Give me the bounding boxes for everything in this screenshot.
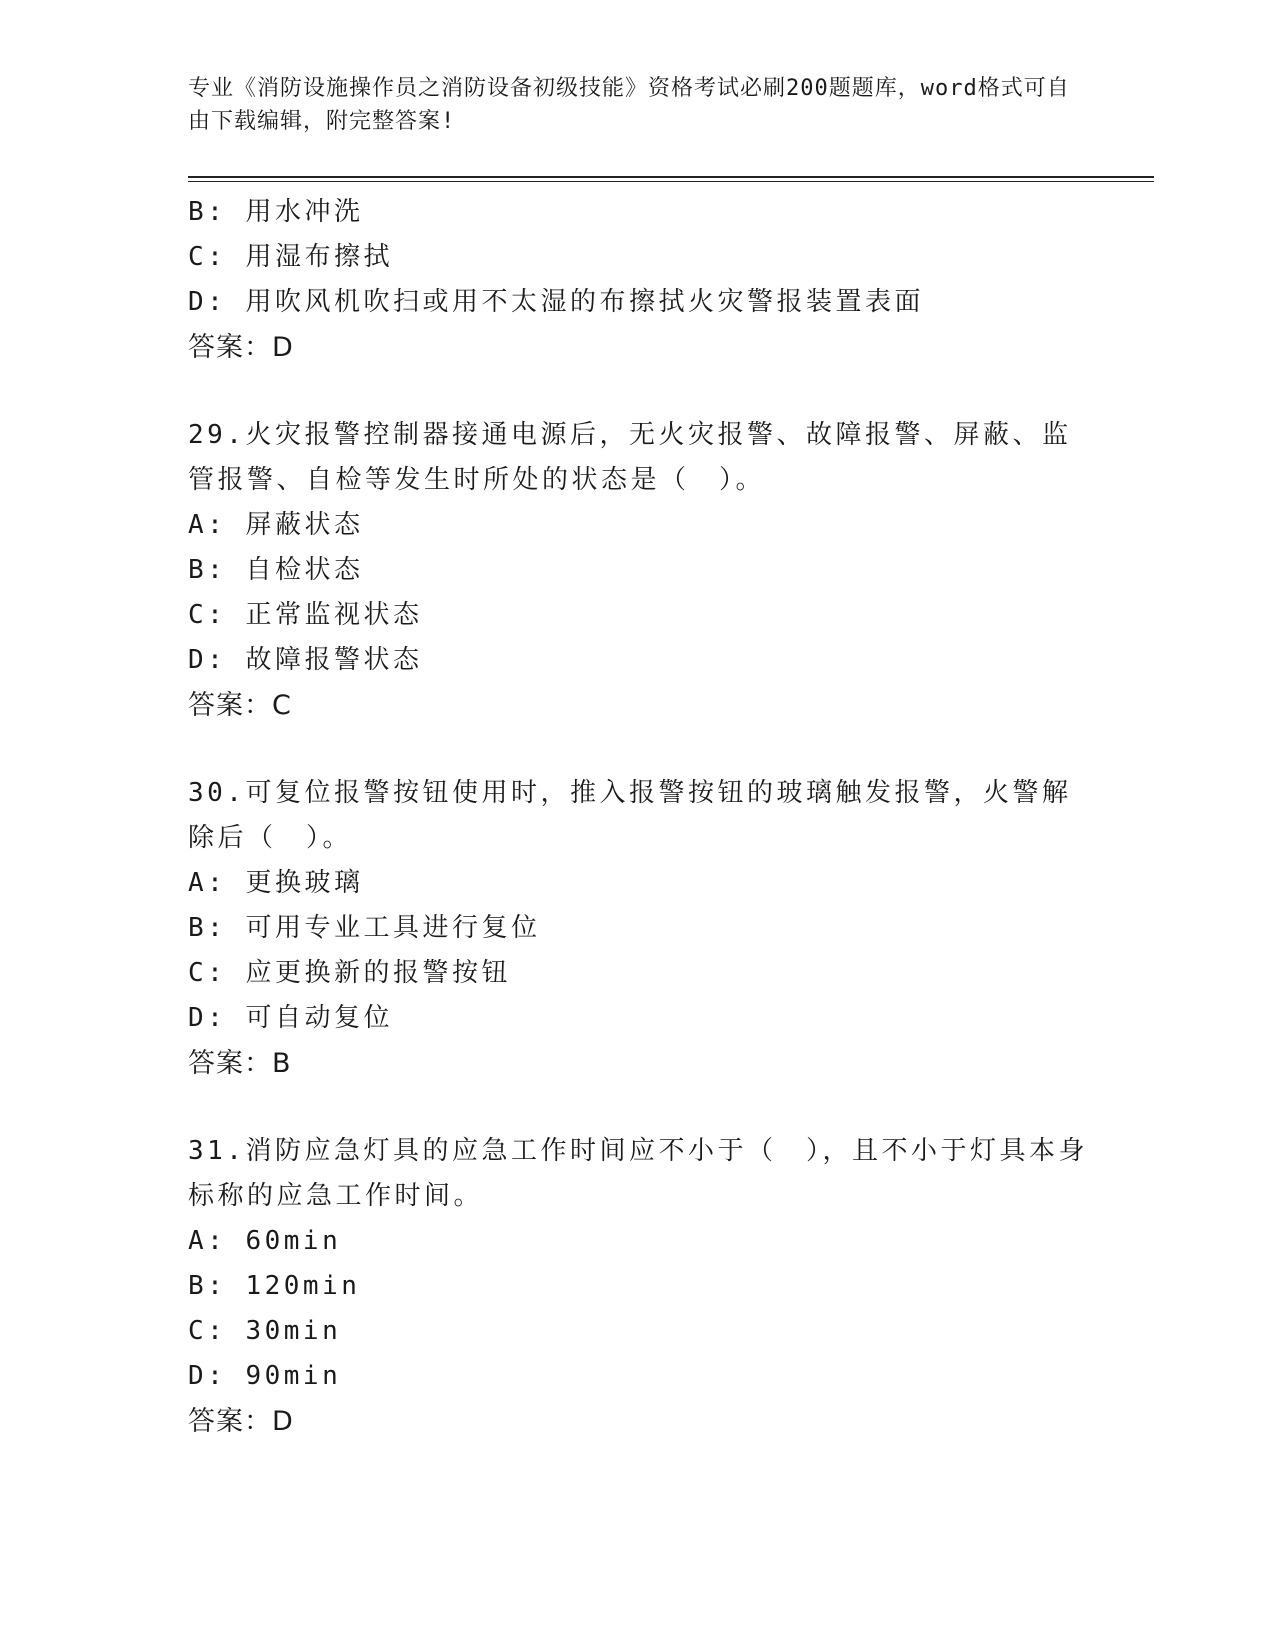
option-d: D: 可自动复位 <box>188 1003 393 1033</box>
question-continued <box>188 190 1088 371</box>
option-c: C: 用湿布擦拭 <box>188 242 393 272</box>
option-d: D: 90min <box>188 1361 342 1391</box>
page-header: 专业《消防设施操作员之消防设备初级技能》资格考试必刷200题题库，word格式可自由下载编辑，附完整答案! <box>188 76 1070 134</box>
option-c: C: 30min <box>188 1316 342 1346</box>
question-stem: 29.火灾报警控制器接通电源后，无火灾报警、故障报警、屏蔽、监管报警、自检等发生时所处的状态是（ ）。 <box>188 420 1072 495</box>
option-b: B: 120min <box>188 1271 361 1301</box>
header-rule-thick <box>188 176 1154 178</box>
answer-line: 答案：D <box>188 1406 294 1437</box>
option-b: B: 用水冲洗 <box>188 197 364 227</box>
spacer <box>188 729 1088 771</box>
answer-line: 答案：B <box>188 1048 292 1079</box>
option-a: A: 更换玻璃 <box>188 868 364 898</box>
option-d: D: 用吹风机吹扫或用不太湿的布擦拭火灾警报装置表面 <box>188 287 924 317</box>
question-29 <box>188 413 1088 729</box>
option-b: B: 自检状态 <box>188 555 364 585</box>
option-c: C: 应更换新的报警按钮 <box>188 958 511 988</box>
question-stem: 31.消防应急灯具的应急工作时间应不小于（ ），且不小于灯具本身标称的应急工作时间。 <box>188 1136 1088 1211</box>
spacer <box>188 371 1088 413</box>
option-c: C: 正常监视状态 <box>188 600 423 630</box>
option-b: B: 可用专业工具进行复位 <box>188 913 541 943</box>
answer-line: 答案：D <box>188 332 294 363</box>
header-rule-thin <box>188 181 1154 182</box>
question-30 <box>188 771 1088 1087</box>
question-stem: 30.可复位报警按钮使用时，推入报警按钮的玻璃触发报警，火警解除后（ ）。 <box>188 778 1072 853</box>
answer-line: 答案：C <box>188 690 292 721</box>
spacer <box>188 1087 1088 1129</box>
question-31 <box>188 1129 1088 1445</box>
question-list <box>188 190 1088 1445</box>
option-a: A: 60min <box>188 1226 342 1256</box>
option-a: A: 屏蔽状态 <box>188 510 364 540</box>
option-d: D: 故障报警状态 <box>188 645 423 675</box>
